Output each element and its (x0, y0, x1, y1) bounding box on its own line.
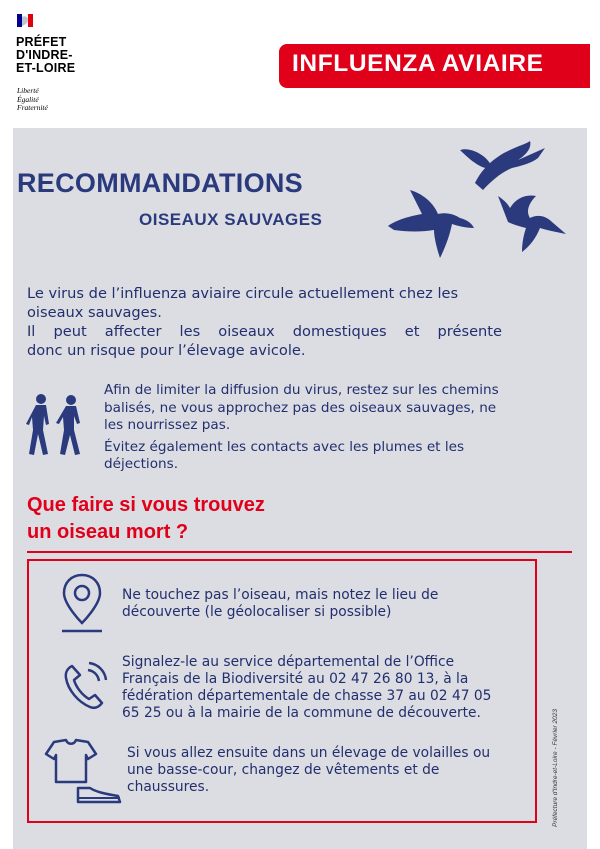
page-title: RECOMMANDATIONS (17, 168, 303, 198)
footer-credit: Préfecture d'Indre-et-Loire - Février 2023 (552, 709, 559, 827)
advice-paragraph-2: Évitez également les contacts avec les plumes et les déjections. (104, 438, 465, 472)
phone-icon (62, 660, 108, 712)
advice-paragraph-1: Afin de limiter la diffusion du virus, restez sur les chemins balisés, ne vous approchez pas des oiseaux sauvages, ne les nourrissez pas. (104, 382, 499, 433)
prefect-name: PRÉFET D'INDRE- ET-LOIRE (16, 35, 76, 75)
banner-title: INFLUENZA AVIAIRE (292, 50, 544, 77)
heading-divider (27, 551, 572, 553)
step-3-text: Si vous allez ensuite dans un élevage de volailles ou une basse-cour, changez de vêtements et de chaussures. (127, 745, 491, 795)
clothes-shoe-icon (40, 738, 124, 806)
marianne-flag-icon (17, 14, 33, 27)
republic-motto: Liberté Égalité Fraternité (17, 86, 48, 112)
step-1-text: Ne touchez pas l’oiseau, mais notez le lieu de découverte (le géolocaliser si possible) (122, 587, 439, 620)
page-subtitle: OISEAUX SAUVAGES (139, 210, 323, 229)
walkers-icon (24, 392, 90, 458)
intro-line-1: Le virus de l’influenza aviaire circule actuellement chez les oiseaux sauvages. (27, 285, 459, 321)
intro-line-3: donc un risque pour l’élevage avicole. (27, 342, 306, 359)
intro-line-2: Il peut affecter les oiseaux domestiques et présente (27, 323, 502, 340)
section-heading: Que faire si vous trouvez un oiseau mort ? (27, 494, 265, 543)
advice-text (104, 382, 514, 474)
birds-illustration-icon (380, 138, 580, 273)
intro-text (27, 284, 502, 360)
location-pin-icon (58, 571, 106, 635)
step-2-text: Signalez-le au service départemental de l’Office Français de la Biodiversité au 02 47 26 80 13, à la fédération départementale de chasse 37 au 02 47 05 65 25 ou à la mairie de la commune de découverte. (122, 654, 492, 721)
